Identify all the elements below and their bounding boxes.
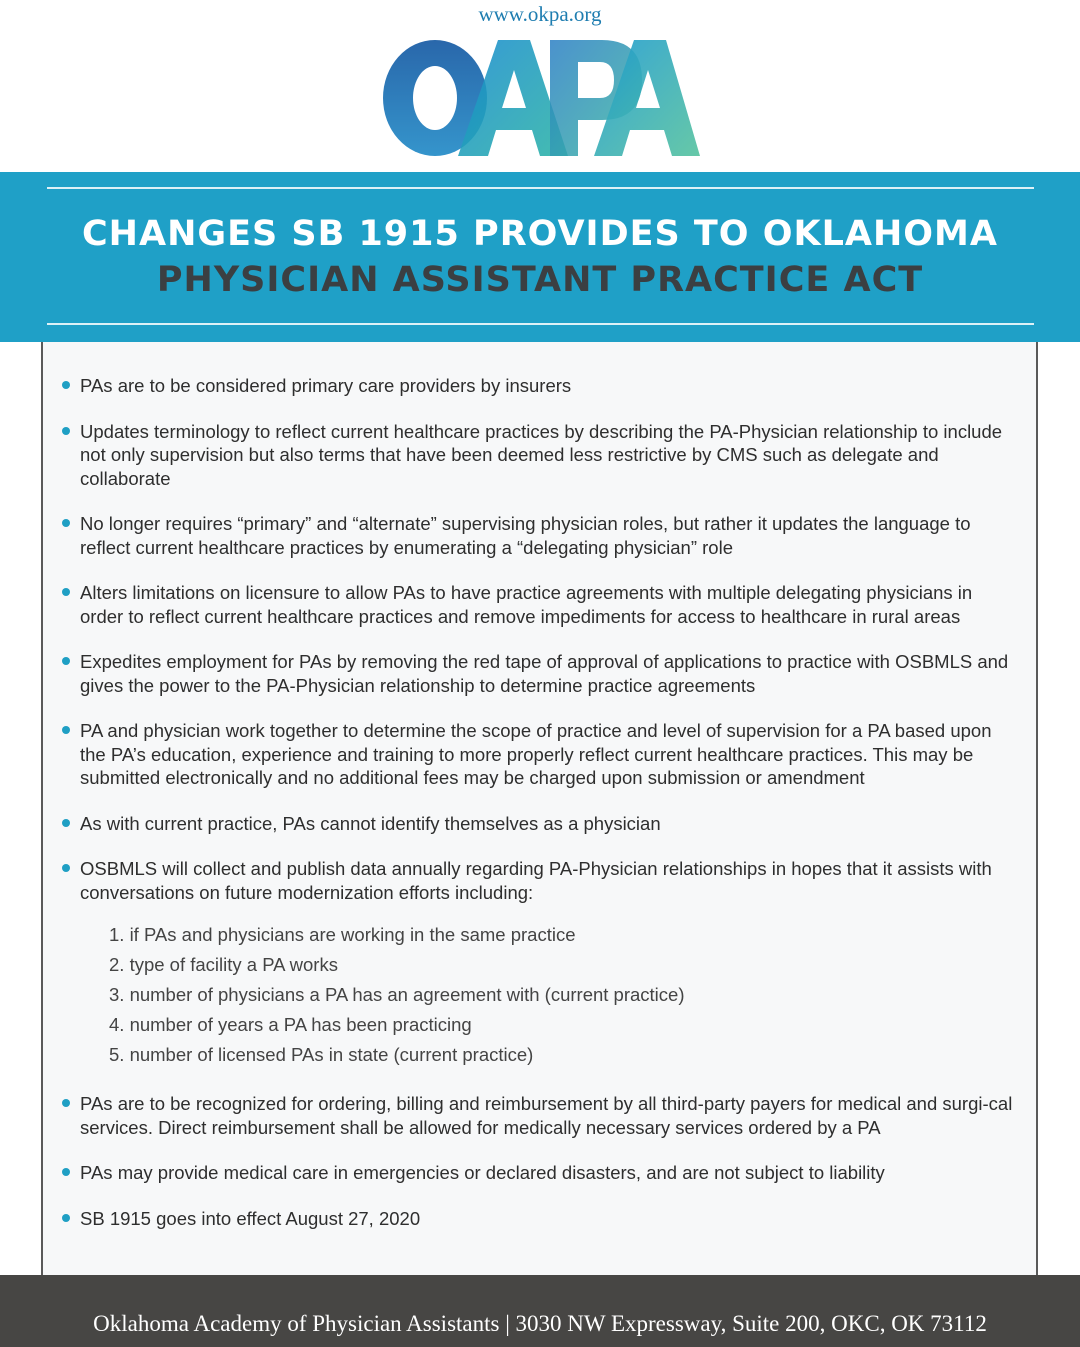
bullet-dot-icon <box>62 657 70 665</box>
bullet-dot-icon <box>62 588 70 596</box>
sublist-item: 1. if PAs and physicians are working in the same practice <box>109 924 576 945</box>
bullet-dot-icon <box>62 819 70 827</box>
bullet-dot-icon <box>62 1099 70 1107</box>
list-item: Expedites employment for PAs by removing the red tape of approval of applications to practice with OSBMLS and gives the power to the PA-Physician relationship to determine practice agreements <box>43 650 1036 697</box>
list-item: No longer requires “primary” and “alternate” supervising physician roles, but rather it updates the language to reflect current healthcare practices by enumerating a “delegating physician” role <box>43 512 1036 559</box>
content-panel <box>41 342 1038 1275</box>
list-item: OSBMLS will collect and publish data annually regarding PA-Physician relationships in hopes that it assists with conversations on future modernization efforts including: 1. if PAs and physicians are working in the same practice 2. type of facility a PA works 3. number of physicians a PA has an agreement with (current practice) 4. number of years a PA has been practicing 5. number of licensed PAs in state (current practice) <box>43 857 1036 1070</box>
title-banner <box>0 172 1080 342</box>
sublist-item: 4. number of years a PA has been practicing <box>109 1014 472 1035</box>
list-item: As with current practice, PAs cannot identify themselves as a physician <box>43 812 1036 836</box>
website-url[interactable]: www.okpa.org <box>478 2 602 26</box>
page-header <box>0 0 1080 172</box>
bullet-dot-icon <box>62 381 70 389</box>
sublist-item: 3. number of physicians a PA has an agreement with (current practice) <box>109 984 685 1005</box>
footer-address: Oklahoma Academy of Physician Assistants | 3030 NW Expressway, Suite 200, OKC, OK 73112 <box>93 1311 987 1336</box>
sublist-item: 2. type of facility a PA works <box>109 954 338 975</box>
list-item: Updates terminology to reflect current healthcare practices by describing the PA-Physician relationship to include not only supervision but also terms that have been deemed less restrictive by CMS such as delegate and collaborate <box>43 420 1036 491</box>
title-line-1: CHANGES SB 1915 PROVIDES TO OKLAHOMA <box>82 214 998 254</box>
bullet-dot-icon <box>62 1168 70 1176</box>
divider <box>47 187 1034 189</box>
divider <box>47 323 1034 325</box>
bullet-dot-icon <box>62 726 70 734</box>
numbered-sublist <box>80 920 1018 1070</box>
bullet-dot-icon <box>62 864 70 872</box>
list-item: PAs are to be considered primary care providers by insurers <box>43 374 1036 398</box>
list-item: PAs may provide medical care in emergencies or declared disasters, and are not subject to liability <box>43 1161 1036 1185</box>
bullet-dot-icon <box>62 427 70 435</box>
page-footer <box>0 1275 1080 1347</box>
list-item: SB 1915 goes into effect August 27, 2020 <box>43 1207 1036 1231</box>
list-item: PA and physician work together to determine the scope of practice and level of supervision for a PA based upon the PA’s education, experience and training to more properly reflect current healthcare practices. This may be submitted electronically and no additional fees may be charged upon submission or amendment <box>43 719 1036 790</box>
list-item: PAs are to be recognized for ordering, billing and reimbursement by all third-party payers for medical and surgi-cal services. Direct reimbursement shall be allowed for medically necessary services ordered by a PA <box>43 1092 1036 1139</box>
sublist-item: 5. number of licensed PAs in state (current practice) <box>109 1044 534 1065</box>
bullet-list <box>43 374 1036 1252</box>
bullet-dot-icon <box>62 1214 70 1222</box>
bullet-dot-icon <box>62 519 70 527</box>
list-item: Alters limitations on licensure to allow PAs to have practice agreements with multiple delegating physicians in order to reflect current healthcare practices and remove impediments for access to healthcare in rural areas <box>43 581 1036 628</box>
oapa-logo <box>380 36 700 160</box>
title-line-2: PHYSICIAN ASSISTANT PRACTICE ACT <box>156 260 924 300</box>
